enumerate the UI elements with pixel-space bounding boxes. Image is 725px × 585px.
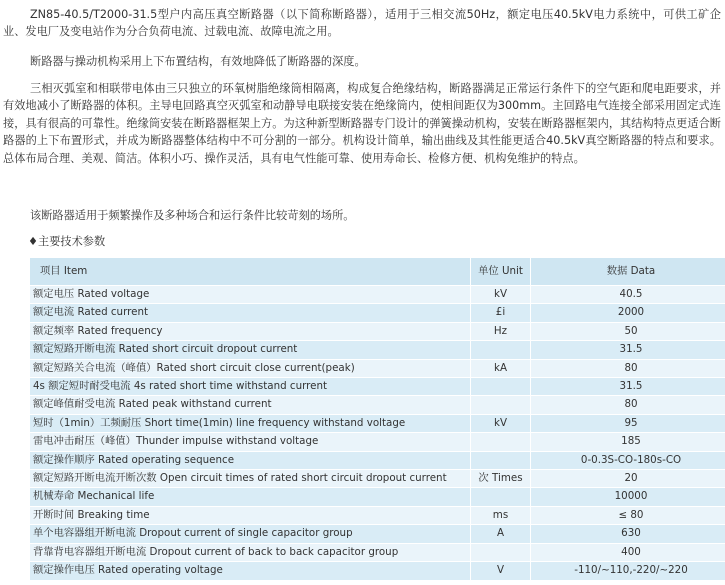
row-data: 50 xyxy=(531,322,725,340)
row-unit: ms xyxy=(471,506,531,524)
row-data: 185 xyxy=(531,433,725,451)
row-unit xyxy=(471,488,531,506)
section-heading: ♦主要技术参数 xyxy=(28,235,106,248)
row-unit: kA xyxy=(471,359,531,377)
row-data: 20 xyxy=(531,470,725,488)
table-row xyxy=(30,525,725,543)
row-data: 630 xyxy=(531,525,725,543)
row-item: 机械寿命 Mechanical life xyxy=(30,488,471,506)
table-row xyxy=(30,341,725,359)
row-unit: V xyxy=(471,562,531,580)
row-data: 2000 xyxy=(531,304,725,322)
table-row xyxy=(30,470,725,488)
table-row xyxy=(30,488,725,506)
row-data: ≤ 80 xyxy=(531,506,725,524)
row-unit xyxy=(471,378,531,396)
row-unit: 次 Times xyxy=(471,470,531,488)
table-row xyxy=(30,414,725,432)
header-item: 项目 Item xyxy=(30,258,471,286)
row-item: 额定频率 Rated frequency xyxy=(30,322,471,340)
row-item: 额定操作顺序 Rated operating sequence xyxy=(30,451,471,469)
row-item: 雷电冲击耐压（峰值）Thunder impulse withstand voltage xyxy=(30,433,471,451)
row-unit xyxy=(471,433,531,451)
table-row xyxy=(30,506,725,524)
table-row xyxy=(30,286,725,304)
row-unit: £i xyxy=(471,304,531,322)
structure-paragraph: 断路器与操动机构采用上下布置结构，有效地降低了断路器的深度。 xyxy=(30,55,366,68)
row-item: 额定电流 Rated current xyxy=(30,304,471,322)
row-item: 4s 额定短时耐受电流 4s rated short time withstand current xyxy=(30,378,471,396)
table-row xyxy=(30,322,725,340)
insulation-paragraph: 三相灭弧室和相联带电体由三只独立的环氧树脂绝缘筒相隔离，构成复合绝缘结构，断路器满足正常运行条件下的空气距和爬电距要求，并有效地减小了断路器的体积。主导电回路真空灭弧室和动静导电联接安装在绝缘筒内，使相间距仅为300mm。主回路电气连接全部采用固定式连接，具有很高的可靠性。绝缘筒安装在断路器框架上方。为这种新型断路器专门设计的弹簧操动机构，安装在断路器框架内，其结构特点更适合断路器的上下布置形式，并成为断路器整体结构中不可分割的一部分。机构设计简单，输出曲线及其性能更适合40.5kV真空断路器的特点和要求。总体布局合理、美观、简洁。体积小巧、操作灵活，具有电气性能可靠、使用寿命长、检修方便、机构免维护的特点。 xyxy=(3,82,721,165)
header-unit: 单位 Unit xyxy=(471,258,531,286)
row-data: 400 xyxy=(531,543,725,561)
row-item: 短时（1min）工频耐压 Short time(1min) line frequency withstand voltage xyxy=(30,414,471,432)
row-data: 80 xyxy=(531,359,725,377)
row-item: 额定操作电压 Rated operating voltage xyxy=(30,562,471,580)
row-data: 40.5 xyxy=(531,286,725,304)
intro-paragraph: ZN85-40.5/T2000-31.5型户内高压真空断路器（以下简称断路器），适用于三相交流50Hz，额定电压40.5kV电力系统中，可供工矿企业、发电厂及变电站作为分合负荷电流、过载电流、故障电流之用。 xyxy=(3,8,721,39)
row-item: 开断时间 Breaking time xyxy=(30,506,471,524)
row-data: 31.5 xyxy=(531,341,725,359)
table-row xyxy=(30,562,725,580)
table-row xyxy=(30,396,725,414)
row-unit xyxy=(471,451,531,469)
table-header-row xyxy=(30,258,725,286)
table-row xyxy=(30,359,725,377)
row-unit: kV xyxy=(471,414,531,432)
table-row xyxy=(30,543,725,561)
row-data: 95 xyxy=(531,414,725,432)
row-unit: Hz xyxy=(471,322,531,340)
row-data: -110/~110,-220/~220 xyxy=(531,562,725,580)
spec-table xyxy=(30,258,725,581)
row-item: 额定短路关合电流（峰值）Rated short circuit close current(peak) xyxy=(30,359,471,377)
row-unit xyxy=(471,396,531,414)
application-paragraph: 该断路器适用于频繁操作及多种场合和运行条件比较苛刻的场所。 xyxy=(30,209,355,222)
row-unit: A xyxy=(471,525,531,543)
table-row xyxy=(30,433,725,451)
row-data: 10000 xyxy=(531,488,725,506)
row-unit xyxy=(471,543,531,561)
row-item: 额定峰值耐受电流 Rated peak withstand current xyxy=(30,396,471,414)
row-unit: kV xyxy=(471,286,531,304)
row-item: 单个电容器组开断电流 Dropout current of single capacitor group xyxy=(30,525,471,543)
row-data: 31.5 xyxy=(531,378,725,396)
header-data: 数据 Data xyxy=(531,258,725,286)
table-row xyxy=(30,378,725,396)
row-unit xyxy=(471,341,531,359)
row-item: 额定短路开断电流 Rated short circuit dropout current xyxy=(30,341,471,359)
row-item: 额定电压 Rated voltage xyxy=(30,286,471,304)
row-data: 0-0.3S-CO-180s-CO xyxy=(531,451,725,469)
row-data: 80 xyxy=(531,396,725,414)
table-row xyxy=(30,304,725,322)
row-item: 背靠背电容器组开断电流 Dropout current of back to back capacitor group xyxy=(30,543,471,561)
table-row xyxy=(30,451,725,469)
row-item: 额定短路开断电流开断次数 Open circuit times of rated short circuit dropout current xyxy=(30,470,471,488)
